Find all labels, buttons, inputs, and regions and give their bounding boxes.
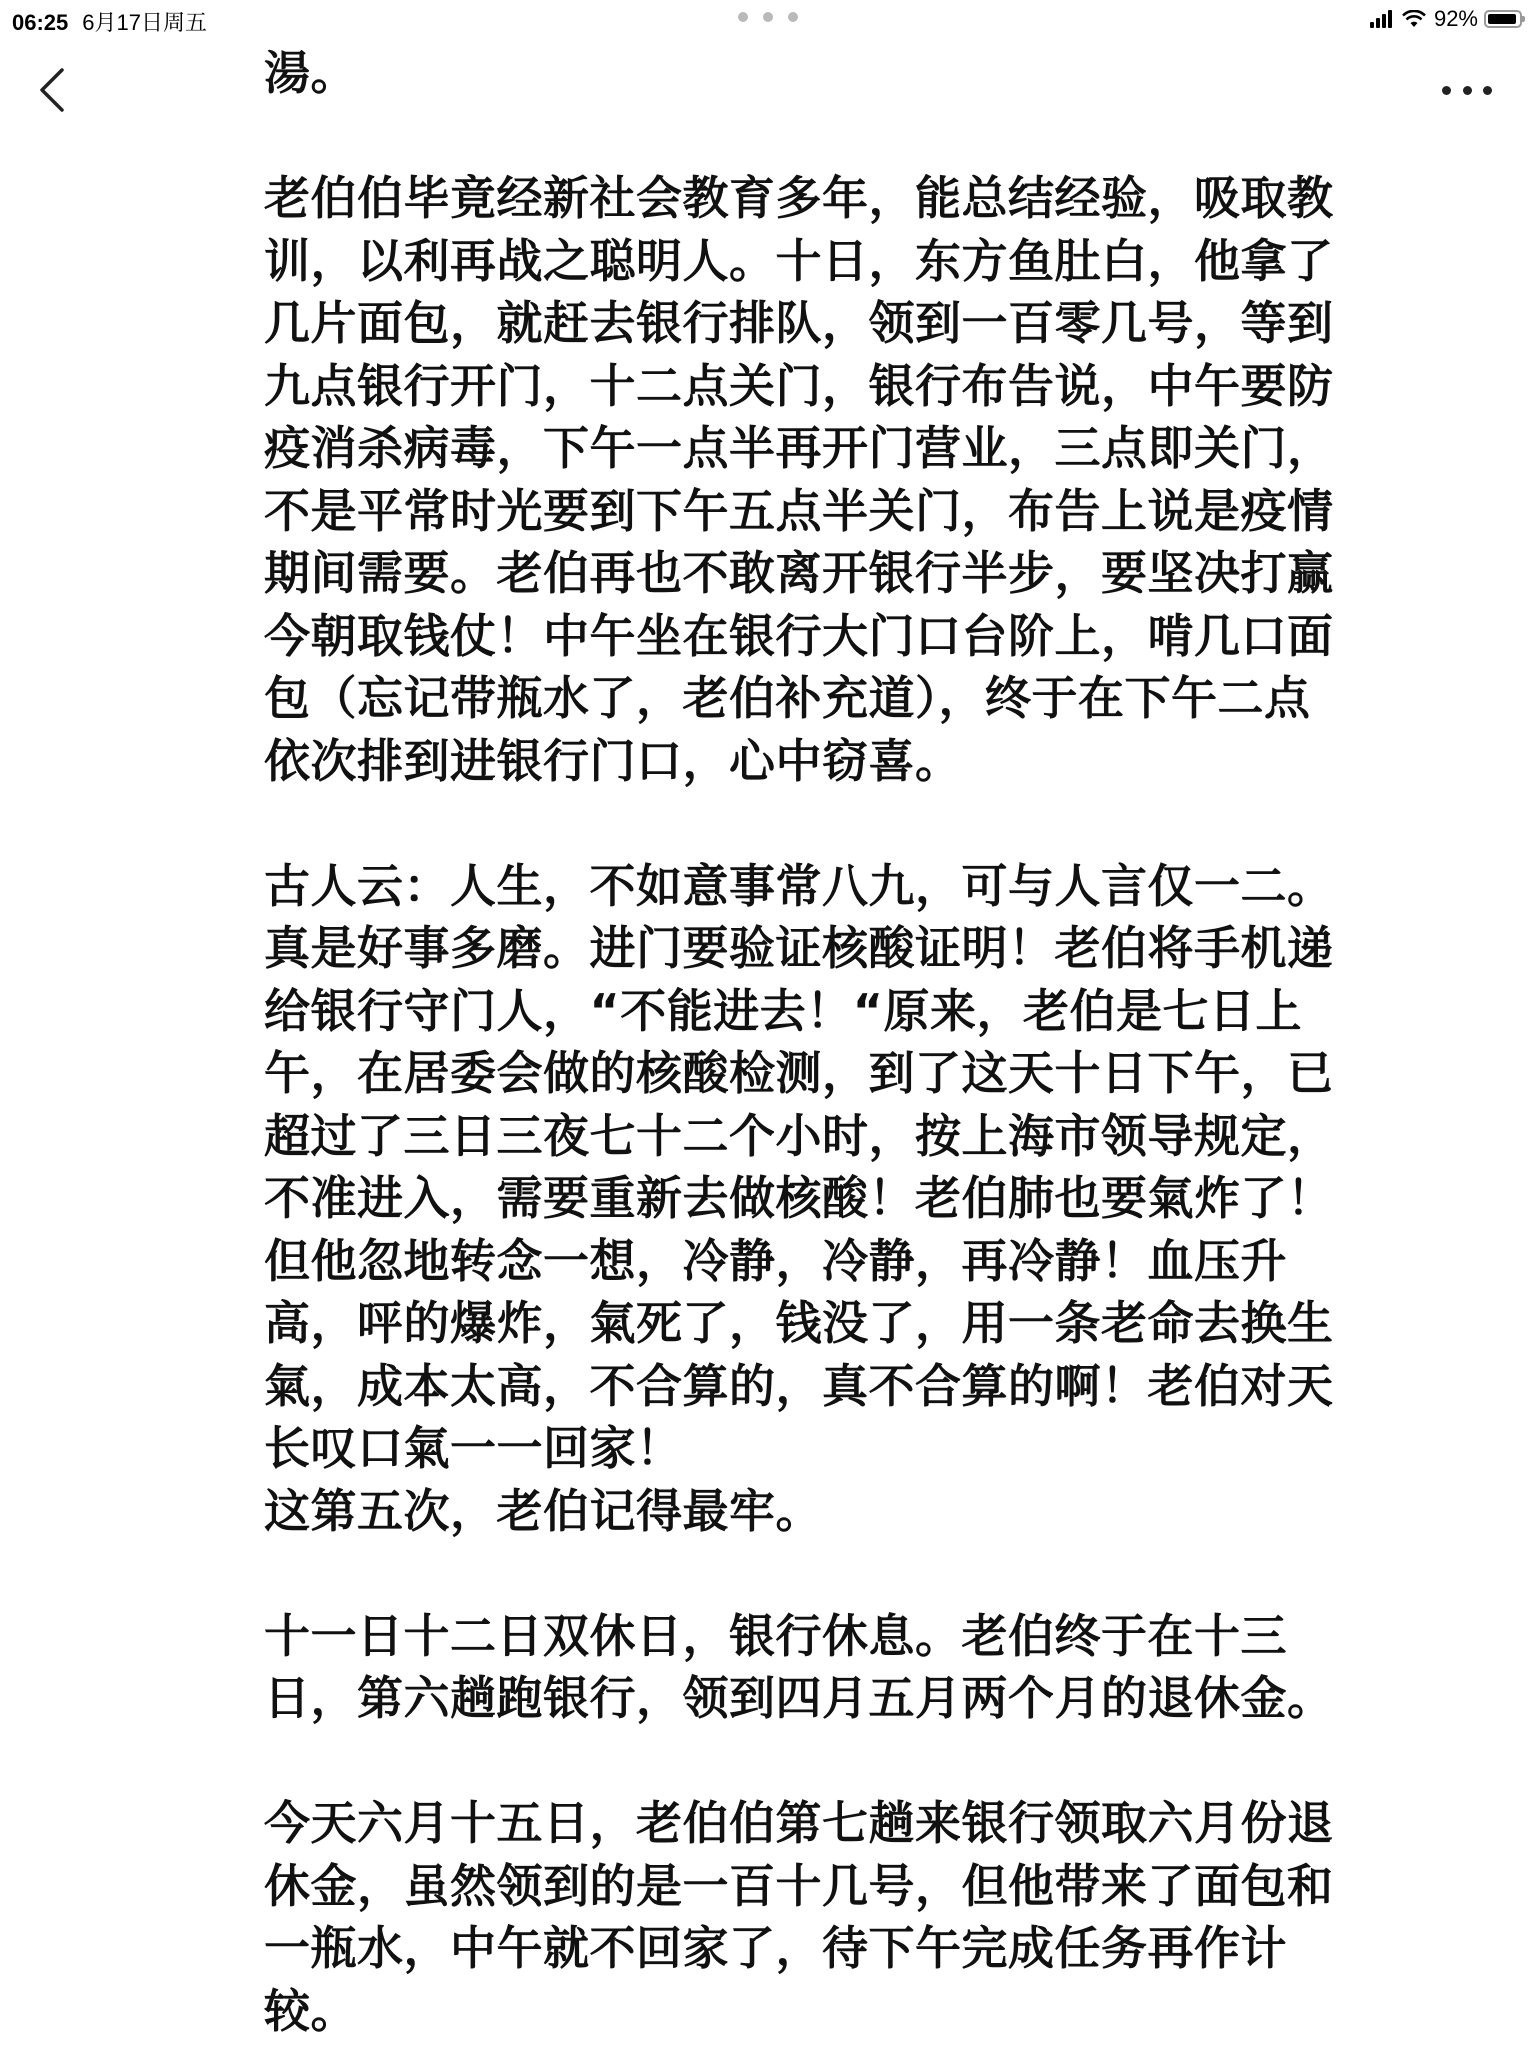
article-line: 日，第六趟跑银行，领到四月五月两个月的退休金。: [264, 1671, 1334, 1725]
article-line: 今朝取钱仗！中午坐在银行大门口台阶上，啃几口面: [264, 608, 1334, 663]
cellular-signal-icon: [1370, 10, 1394, 28]
ellipsis-dot: [1463, 86, 1472, 95]
dot-icon: [763, 12, 773, 22]
article-line: 休金，虽然领到的是一百十几号，但他带来了面包和: [264, 1858, 1334, 1913]
paragraph-gap: [264, 1542, 1354, 1605]
dot-icon: [738, 12, 748, 22]
status-time: 06:25: [12, 10, 69, 35]
article-line: 疫消杀病毒，下午一点半再开门营业，三点即关门，: [264, 421, 1334, 475]
article-line: 高，呯的爆炸，氣死了，钱没了，用一条老命去换生: [264, 1296, 1334, 1350]
article-line: 几片面包，就赶去银行排队，领到一百零几号，等到: [264, 296, 1334, 350]
status-date: 6月17日周五: [82, 10, 207, 35]
wifi-icon: [1402, 10, 1426, 28]
battery-icon: [1484, 10, 1522, 28]
article-line: 老伯伯毕竟经新社会教育多年，能总结经验，吸取教: [264, 171, 1334, 225]
article-line: 依次排到进银行门口，心中窃喜。: [264, 733, 962, 788]
article-line: 十一日十二日双休日，银行休息。老伯终于在十三: [264, 1608, 1287, 1663]
paragraph-gap: [264, 792, 1354, 855]
dot-icon: [788, 12, 798, 22]
ellipsis-dot: [1483, 86, 1492, 95]
status-indicators: [1370, 6, 1522, 32]
article-line: 给银行守门人，“不能进去！“原来，老伯是七日上: [264, 983, 1302, 1038]
article-line: 期间需要。老伯再也不敢离开银行半步，要坚决打赢: [264, 546, 1334, 600]
article-line: 但他忽地转念一想，冷静，冷静，再冷静！血压升: [264, 1233, 1287, 1288]
article-line: 不准进入，需要重新去做核酸！老伯肺也要氣炸了！: [264, 1171, 1334, 1225]
ellipsis-icon: [1442, 86, 1451, 95]
article-line: 今天六月十五日，老伯伯第七趟来银行领取六月份退: [264, 1796, 1334, 1850]
back-button[interactable]: [30, 64, 74, 120]
more-options-button[interactable]: [1442, 78, 1492, 102]
battery-percentage: 92%: [1433, 6, 1478, 31]
article-line: 训，以利再战之聪明人。十日，东方鱼肚白，他拿了: [264, 233, 1334, 288]
article-line: 不是平常时光要到下午五点半关门，布告上说是疫情: [264, 483, 1334, 538]
article-line: 湯。: [264, 46, 357, 100]
multitasking-dots-icon[interactable]: [738, 12, 798, 22]
status-bar: [0, 0, 1536, 44]
article-line: 超过了三日三夜七十二个小时，按上海市领导规定，: [264, 1108, 1334, 1163]
battery-fill: [1488, 14, 1516, 24]
article-line: 一瓶水，中午就不回家了，待下午完成任务再作计: [264, 1921, 1287, 1975]
paragraph-gap: [264, 1730, 1354, 1793]
chevron-left-icon: [38, 67, 66, 117]
article-line: 古人云：人生，不如意事常八九，可与人言仅一二。: [264, 858, 1334, 913]
article-line: 氣，成本太高，不合算的，真不合算的啊！老伯对天: [264, 1358, 1334, 1413]
article-line: 包（忘记带瓶水了，老伯补充道），终于在下午二点: [264, 671, 1311, 725]
article-body: [264, 42, 1354, 2042]
article-line: 长叹口氣一一回家！: [264, 1421, 683, 1475]
article-line: 较。: [264, 1983, 357, 2038]
article-line: 这第五次，老伯记得最牢。: [264, 1483, 822, 1538]
status-time-date: [12, 6, 207, 37]
paragraph-gap: [264, 105, 1354, 168]
article-line: 午，在居委会做的核酸检测，到了这天十日下午，已: [264, 1046, 1334, 1100]
article-line: 真是好事多磨。进门要验证核酸证明！老伯将手机递: [264, 921, 1334, 975]
article-line: 九点银行开门，十二点关门，银行布告说，中午要防: [264, 358, 1334, 413]
